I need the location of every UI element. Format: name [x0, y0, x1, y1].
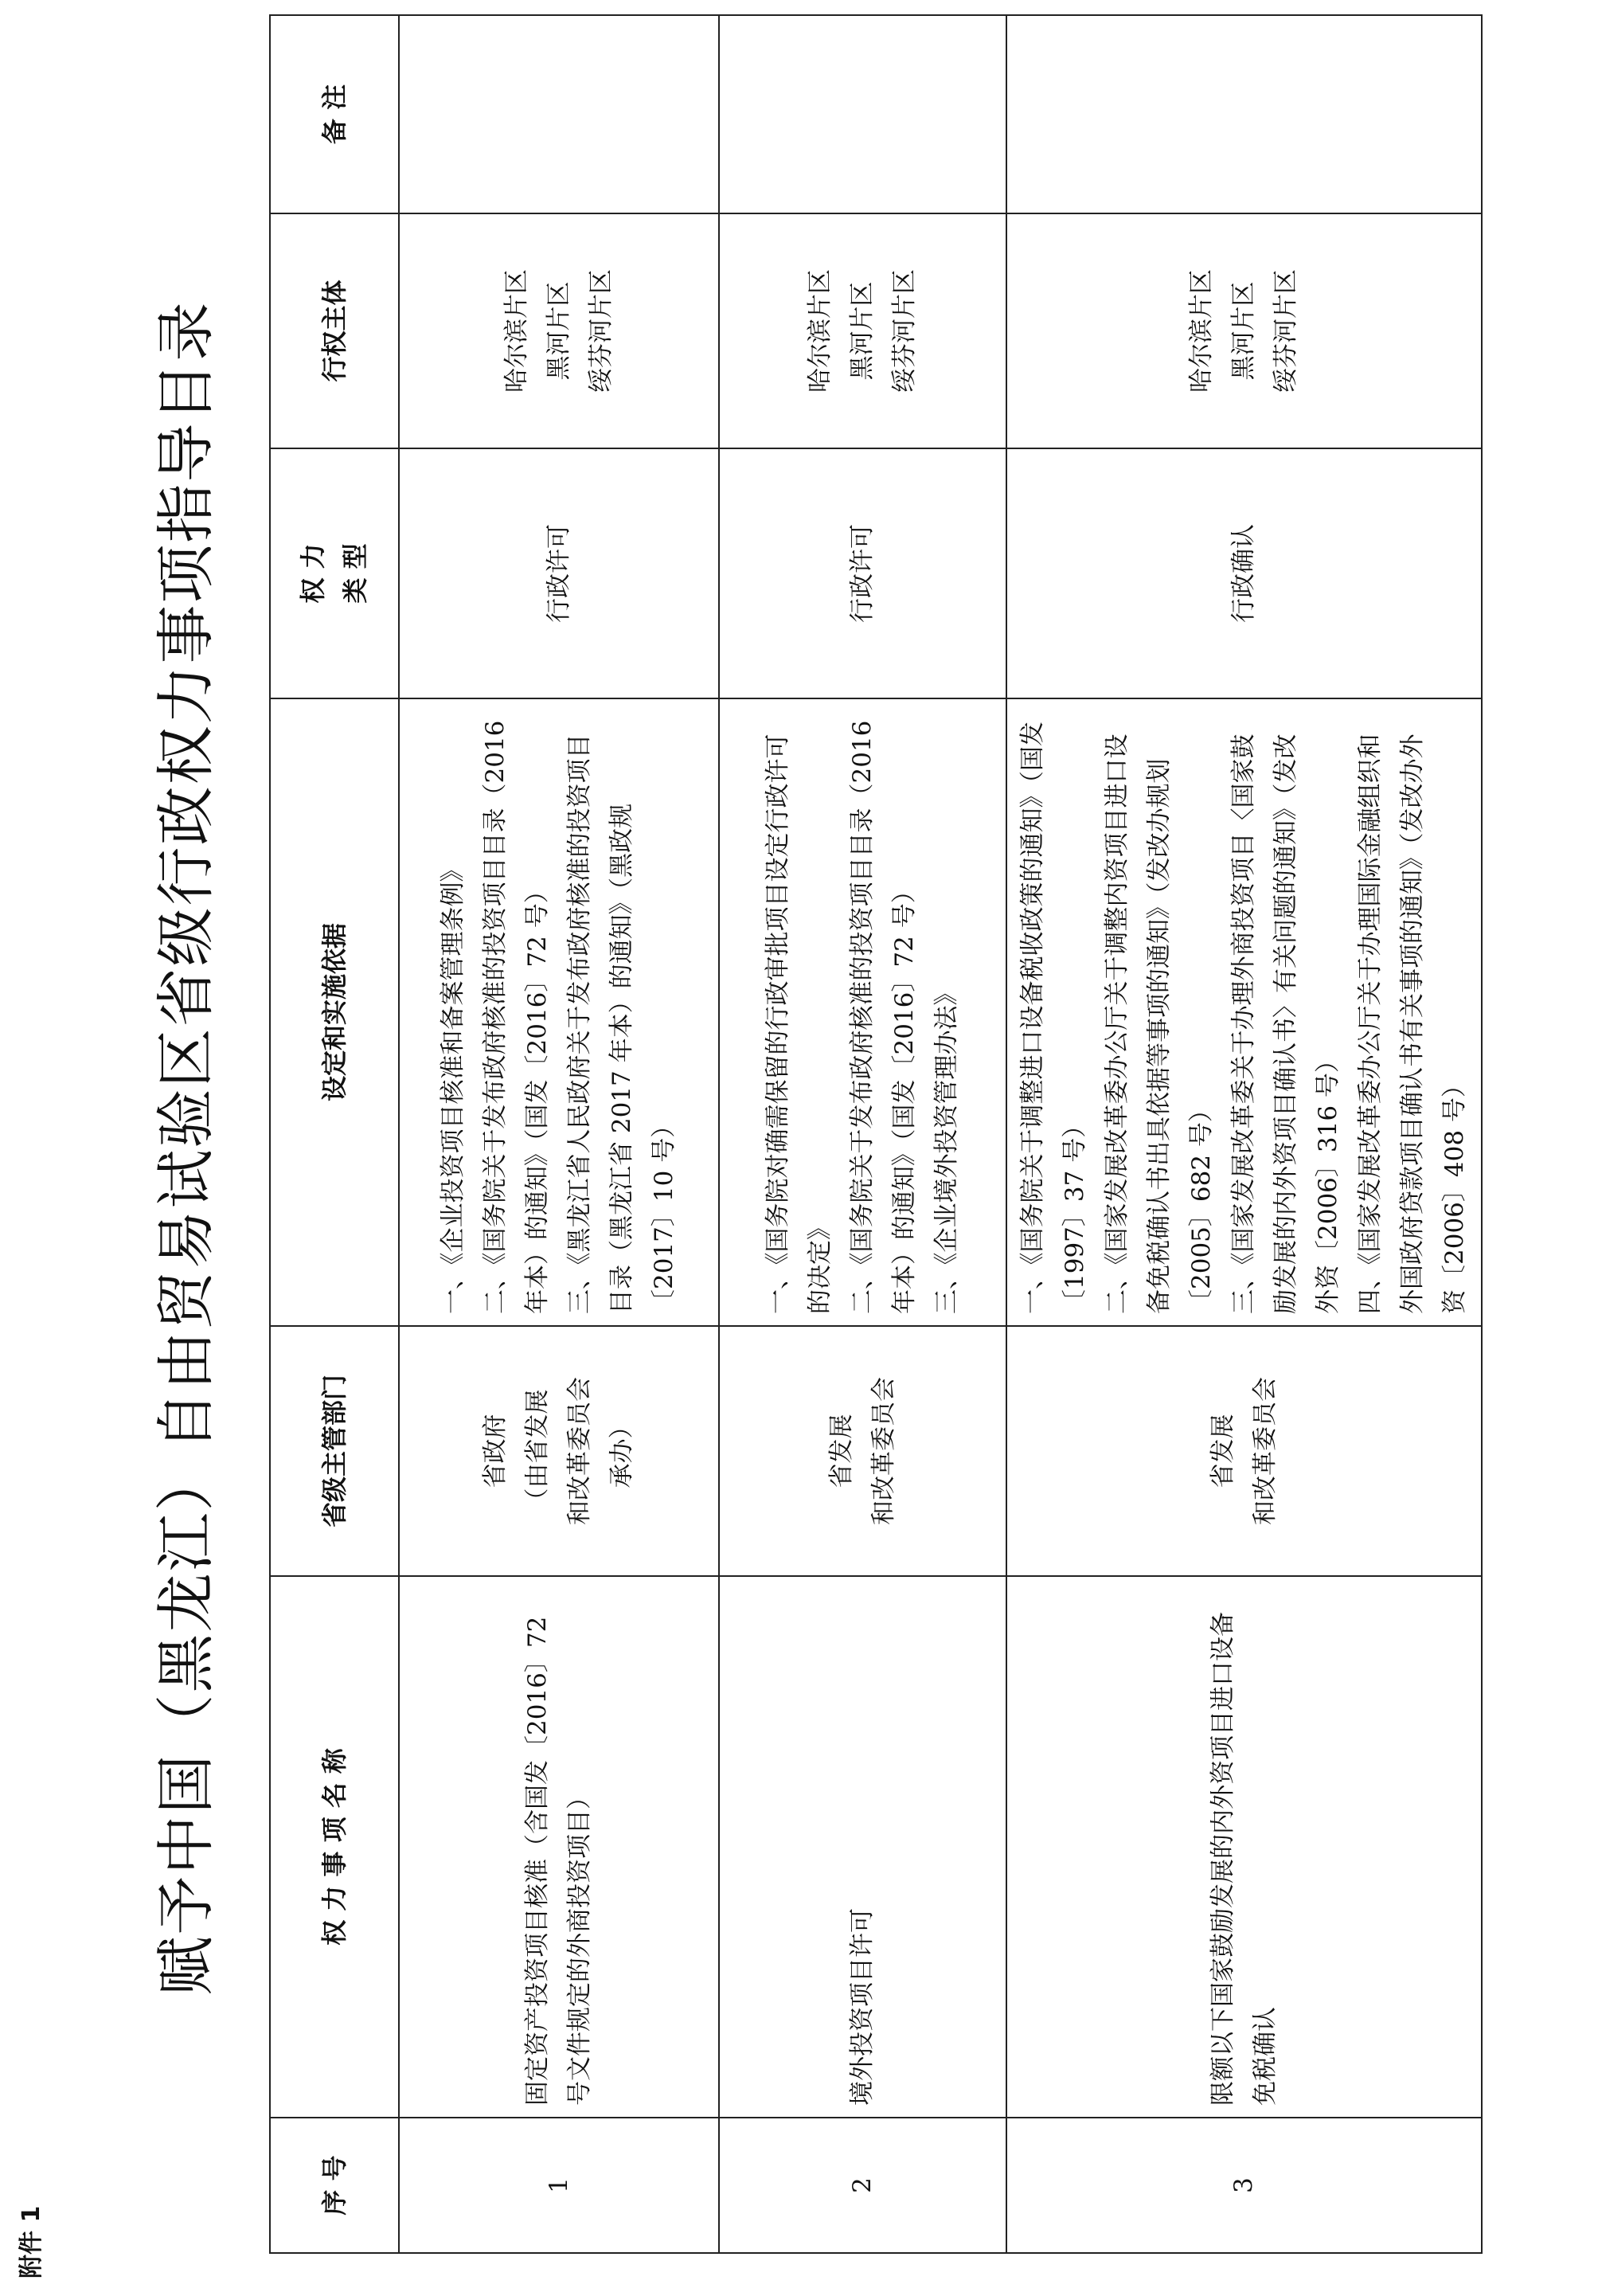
table-row: [719, 15, 1006, 2253]
basis-item: 二、《国务院关于发布政府核准的投资项目目录（2016 年本）的通知》（国发〔2016〕72 号）: [848, 720, 919, 1314]
row-basis: [399, 698, 719, 1326]
dept-line: 省发展: [826, 1414, 856, 1488]
row-remark: [719, 15, 1006, 213]
subject-line: 哈尔滨片区: [502, 269, 531, 393]
header-seq: 序 号: [270, 2118, 399, 2253]
row-dept: [1006, 1326, 1482, 1576]
subject-line: 黑河片区: [544, 281, 573, 381]
row-subject: [719, 213, 1006, 448]
basis-item: 一、《国务院对确需保留的行政审批项目设定行政许可的决定》: [764, 733, 834, 1314]
basis-item: 一、《国务院关于调整进口设备税收政策的通知》（国发〔1997〕37 号）: [1018, 722, 1089, 1314]
dept-line: 承办）: [608, 1414, 636, 1488]
subject-line: 绥芬河片区: [1272, 269, 1300, 393]
header-dept: 省级主管部门: [270, 1326, 399, 1576]
row-dept: [399, 1326, 719, 1576]
header-type: [270, 448, 399, 698]
basis-item: 一、《企业投资项目核准和备案管理条例》: [439, 857, 467, 1314]
table-header-row: [270, 15, 399, 2253]
subject-line: 黑河片区: [848, 281, 877, 381]
subject-line: 黑河片区: [1229, 281, 1258, 381]
row-seq: 2: [719, 2118, 1006, 2253]
header-type-line2: 类 型: [340, 543, 370, 604]
header-basis: 设定和实施依据: [270, 698, 399, 1326]
row-seq: 3: [1006, 2118, 1482, 2253]
basis-item: 三、《黑龙江省人民政府关于发布政府核准的投资项目目录（黑龙江省 2017 年本）的通知》（黑政规〔2017〕10 号）: [565, 733, 678, 1314]
dept-line: 和改革委员会: [1250, 1377, 1280, 1525]
row-remark: [1006, 15, 1482, 213]
header-type-line1: 权 力: [298, 543, 328, 604]
header-remark: 备 注: [270, 15, 399, 213]
subject-line: 哈尔滨片区: [1187, 269, 1216, 393]
basis-item: 四、《国家发展改革委办公厅关于办理国际金融组织和外国政府贷款项目确认书有关事项的通知》（发改办外资〔2006〕408 号）: [1356, 733, 1469, 1314]
basis-item: 三、《国家发展改革委关于办理外商投资项目〈国家鼓励发展的内外资项目确认书〉有关问题的通知》（发改外资〔2006〕316 号）: [1229, 733, 1342, 1314]
row-dept: [719, 1326, 1006, 1576]
dept-line: 和改革委员会: [869, 1377, 898, 1525]
dept-line: 和改革委员会: [565, 1377, 594, 1525]
basis-item: 二、《国务院关于发布政府核准的投资项目目录（2016 年本）的通知》（国发〔2016〕72 号）: [481, 720, 552, 1314]
subject-line: 哈尔滨片区: [806, 269, 834, 393]
dept-line: 省发展: [1208, 1414, 1237, 1488]
row-name: 固定资产投资项目核准（含国发〔2016〕72 号文件规定的外商投资项目）: [399, 1576, 719, 2118]
row-name: 限额以下国家鼓励发展的内外资项目进口设备免税确认: [1006, 1576, 1482, 2118]
row-type: 行政许可: [719, 448, 1006, 698]
basis-item: 三、《企业境外投资管理办法》: [932, 980, 961, 1314]
subject-line: 绥芬河片区: [890, 269, 919, 393]
power-items-table: [269, 14, 1483, 2254]
row-basis: [1006, 698, 1482, 1326]
subject-line: 绥芬河片区: [586, 269, 615, 393]
row-basis: [719, 698, 1006, 1326]
row-remark: [399, 15, 719, 213]
row-subject: [1006, 213, 1482, 448]
basis-item: 二、《国家发展改革委办公厅关于调整内资项目进口设备免税确认书出具依据等事项的通知》（发改办规划〔2005〕682 号）: [1103, 733, 1216, 1314]
page-title: 赋予中国（黑龙江）自由贸易试验区省级行政权力事项指导目录: [152, 300, 221, 1996]
header-subject: 行权主体: [270, 213, 399, 448]
table-row: [399, 15, 719, 2253]
row-subject: [399, 213, 719, 448]
dept-line: 省政府: [481, 1414, 510, 1488]
header-name: 权 力 事 项 名 称: [270, 1576, 399, 2118]
row-seq: 1: [399, 2118, 719, 2253]
row-type: 行政确认: [1006, 448, 1482, 698]
dept-line: （由省发展: [523, 1389, 552, 1513]
table-row: [1006, 15, 1482, 2253]
row-name: 境外投资项目许可: [719, 1576, 1006, 2118]
row-type: 行政许可: [399, 448, 719, 698]
attachment-label: 附件 1: [18, 2205, 45, 2278]
